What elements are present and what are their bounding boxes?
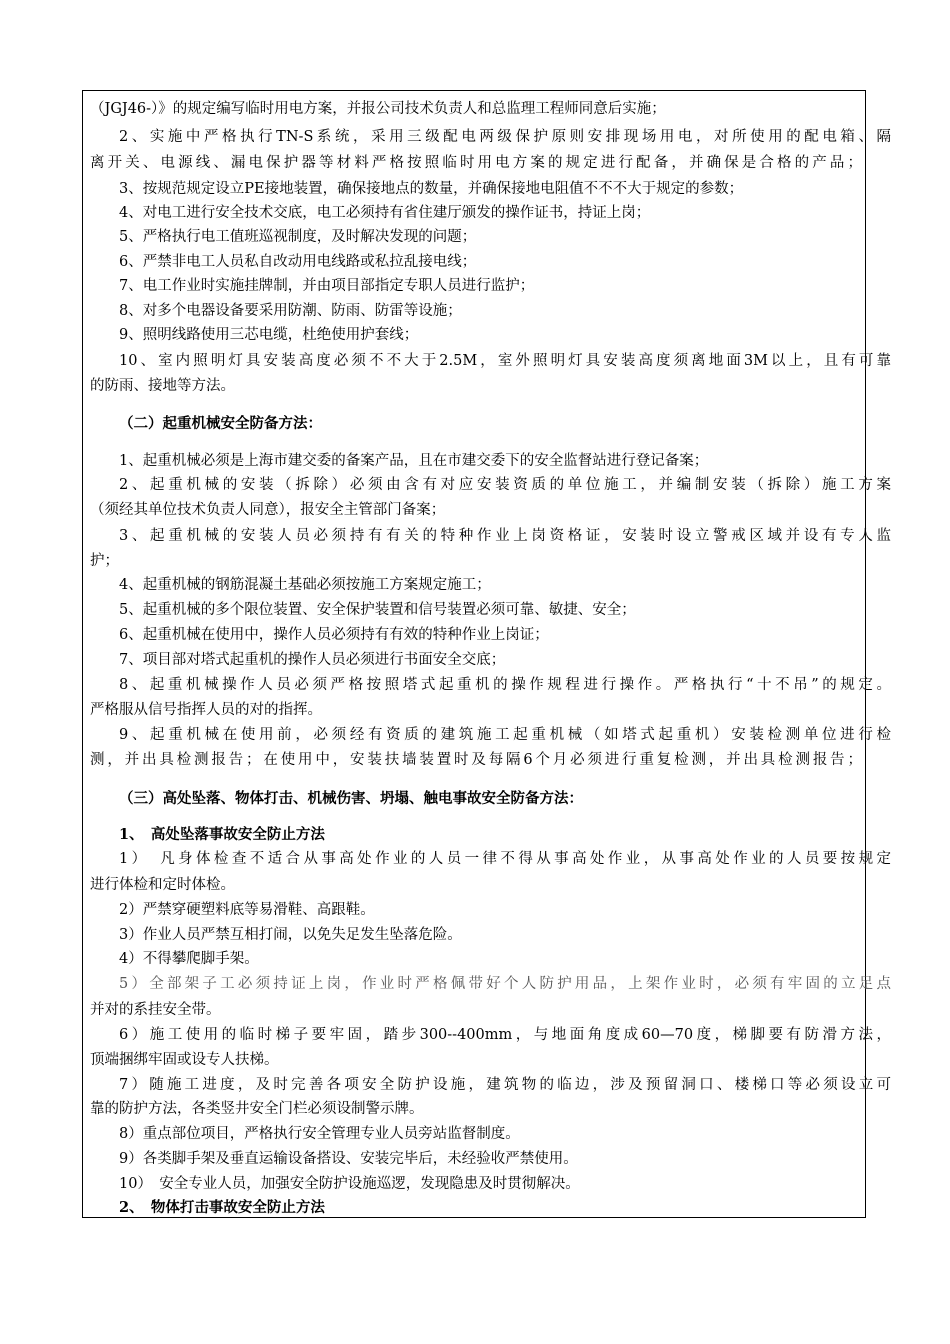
text-line: （须经其单位技术负责人同意），报安全主管部门备案； <box>90 502 446 518</box>
text-line: 1、起重机械必须是上海市建交委的备案产品，且在市建交委下的安全监督站进行登记备案； <box>119 453 709 469</box>
text-line: 10） 安全专业人员，加强安全防护设施巡逻，发现隐患及时贯彻解决。 <box>119 1176 580 1192</box>
text-line: 2）严禁穿硬塑料底等易滑鞋、高跟鞋。 <box>119 902 375 918</box>
text-line: 2、起重机械的安装（拆除）必须由含有对应安装资质的单位施工，并编制安装（拆除）施工方案 <box>119 477 891 493</box>
text-line: 3、起重机械的安装人员必须持有有关的特种作业上岗资格证，安装时设立警戒区域并设有专人监 <box>119 528 891 544</box>
text-line: 5）全部架子工必须持证上岗，作业时严格佩带好个人防护用品，上架作业时，必须有牢固的立足点 <box>119 976 891 992</box>
text-line: 并对的系挂安全带。 <box>90 1002 221 1018</box>
text-line: （JGJ46-）》的规定编写临时用电方案，并报公司技术负责人和总监理工程师同意后实施； <box>90 101 666 117</box>
text-line: 6、严禁非电工人员私自改动用电线路或私拉乱接电线； <box>119 254 477 270</box>
text-line: 靠的防护方法，各类竖井安全门栏必须设制警示牌。 <box>90 1101 424 1117</box>
text-line: 9、起重机械在使用前，必须经有资质的建筑施工起重机械（如塔式起重机）安装检测单位进行检 <box>119 727 891 743</box>
text-line: 4、对电工进行安全技术交底，电工必须持有省住建厅颁发的操作证书，持证上岗； <box>119 205 651 221</box>
text-line: 7）随施工进度，及时完善各项安全防护设施，建筑物的临边，涉及预留洞口、楼梯口等必须设立可 <box>119 1077 891 1093</box>
text-line: 进行体检和定时体检。 <box>90 877 235 893</box>
text-line: 5、起重机械的多个限位装置、安全保护装置和信号装置必须可靠、敏捷、安全； <box>119 602 636 618</box>
text-line: 8、对多个电器设备要采用防潮、防雨、防雷等设施； <box>119 303 462 319</box>
text-line: 7、电工作业时实施挂牌制，并由项目部指定专职人员进行监护； <box>119 278 535 294</box>
text-line: 4、起重机械的钢筋混凝土基础必须按施工方案规定施工； <box>119 577 491 593</box>
text-line: 1） 凡身体检查不适合从事高处作业的人员一律不得从事高处作业，从事高处作业的人员要按规定 <box>119 851 891 867</box>
text-line: 3）作业人员严禁互相打闹，以免失足发生坠落危险。 <box>119 927 462 943</box>
text-line: 8、起重机械操作人员必须严格按照塔式起重机的操作规程进行操作。严格执行“十不吊”的规定。 <box>119 677 891 693</box>
text-line: 6、起重机械在使用中，操作人员必须持有有效的特种作业上岗证； <box>119 627 549 643</box>
text-line: 6）施工使用的临时梯子要牢固，踏步300--400mm，与地面角度成60—70度，梯脚要有防滑方法， <box>119 1027 891 1043</box>
text-line: 严格服从信号指挥人员的对的指挥。 <box>90 702 322 718</box>
text-line: 4）不得攀爬脚手架。 <box>119 951 259 967</box>
text-line: 3、按规范规定设立PE接地装置，确保接地点的数量，并确保接地电阻值不不不大于规定的参数； <box>119 181 744 197</box>
text-line: 顶端捆绑牢固或设专人扶梯。 <box>90 1052 279 1068</box>
text-line: 10、室内照明灯具安装高度必须不不大于2.5M，室外照明灯具安装高度须离地面3M以上，且有可靠 <box>119 353 891 369</box>
section-heading: （三）高处坠落、物体打击、机械伤害、坍塌、触电事故安全防备方法： <box>119 790 583 807</box>
subsection-heading: 1、 高处坠落事故安全防止方法 <box>119 826 325 843</box>
section-heading: （二）起重机械安全防备方法： <box>119 415 322 432</box>
text-line: 7、项目部对塔式起重机的操作人员必须进行书面安全交底； <box>119 652 506 668</box>
subsection-heading: 2、 物体打击事故安全防止方法 <box>119 1199 325 1216</box>
text-line: 离开关、电源线、漏电保护器等材料严格按照临时用电方案的规定进行配备，并确保是合格的产品； <box>90 155 862 171</box>
text-line: 测，并出具检测报告；在使用中，安装扶墙装置时及每隔6个月必须进行重复检测，并出具检测报告； <box>90 752 862 768</box>
text-line: 护； <box>90 553 119 569</box>
text-line: 2、实施中严格执行TN-S系统，采用三级配电两级保护原则安排现场用电，对所使用的配电箱、隔 <box>119 129 891 145</box>
text-line: 8）重点部位项目，严格执行安全管理专业人员旁站监督制度。 <box>119 1126 520 1142</box>
text-line: 5、严格执行电工值班巡视制度，及时解决发现的问题； <box>119 229 477 245</box>
text-line: 9）各类脚手架及垂直运输设备搭设、安装完毕后，未经验收严禁使用。 <box>119 1151 578 1167</box>
text-line: 的防雨、接地等方法。 <box>90 378 235 394</box>
text-line: 9、照明线路使用三芯电缆，杜绝使用护套线； <box>119 327 419 343</box>
